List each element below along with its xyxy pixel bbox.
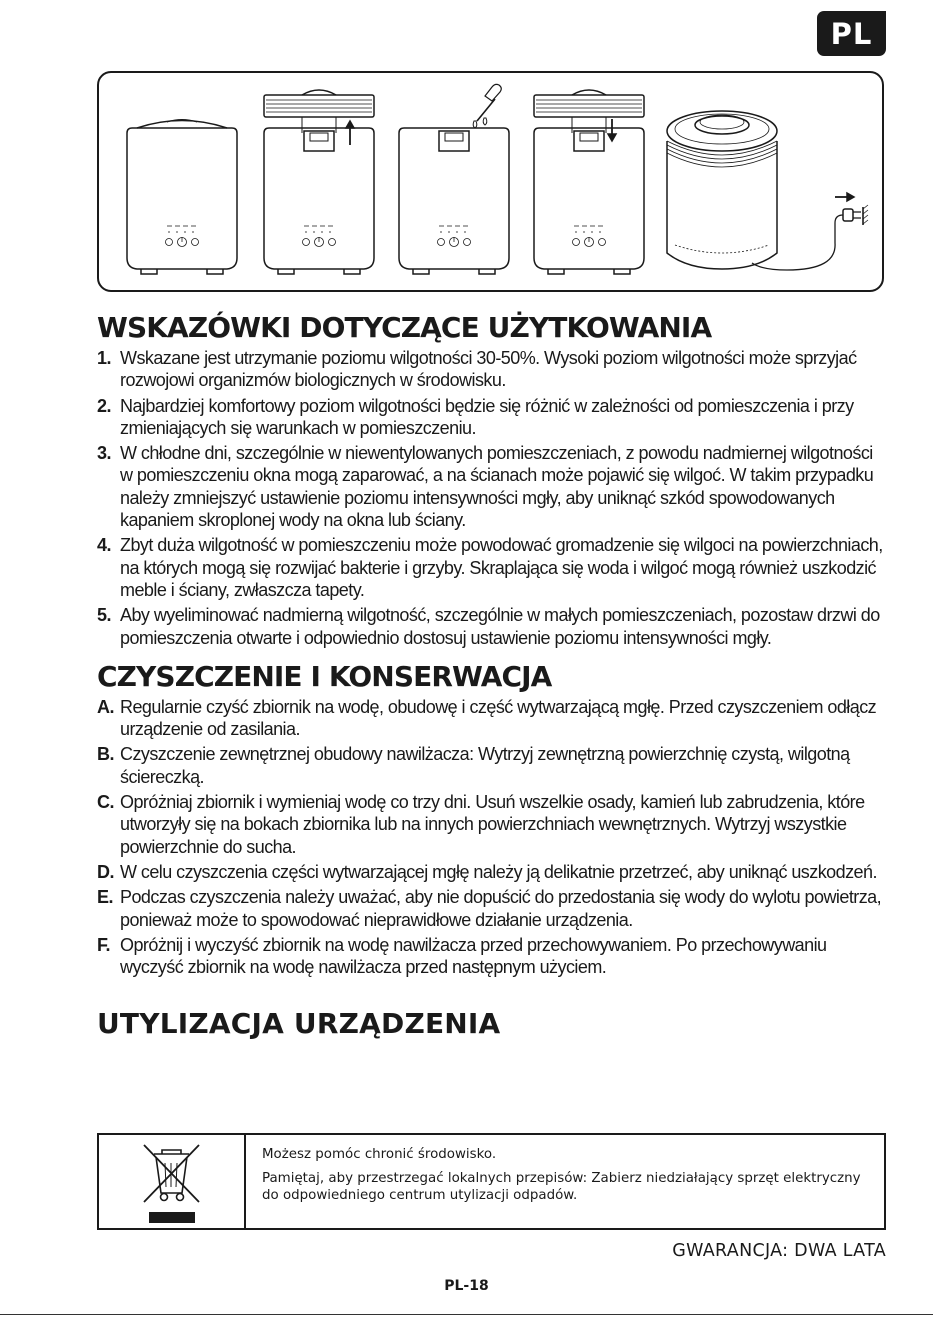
language-tab: PL: [817, 11, 886, 56]
list-item: C. Opróżniaj zbiornik i wymieniaj wodę co trzy dni. Usuń wszelkie osady, kamień lub zabrudzenia, które utworzyły się na bokach zbiornika lub na innych powierzchniach wewnętrznych. Wytrzyj wszystkie powierzchnie do sucha.: [97, 792, 865, 857]
plug-icon: [835, 193, 868, 225]
humidifier-illustration: [97, 71, 884, 292]
warranty-text: GWARANCJA: DWA LATA: [672, 1241, 886, 1261]
humidifier-closed-illustration: [127, 120, 237, 275]
cleaning-section: [97, 659, 887, 979]
list-item: E. Podczas czyszczenia należy uważać, aby nie dopuścić do przedostania się wody do wylotu powietrza, ponieważ może to spowodować nieprawidłowe działanie urządzenia.: [97, 887, 882, 930]
list-item: B. Czyszczenie zewnętrznej obudowy nawilżacza: Wytrzyj zewnętrzną powierzchnię czystą, wilgotną ściereczką.: [97, 744, 850, 787]
disposal-section: [97, 1006, 887, 1042]
footer-divider: [0, 1314, 933, 1315]
crossed-bin-icon: [99, 1135, 244, 1228]
dropper-icon: [473, 84, 501, 128]
usage-tips-section: [97, 310, 887, 649]
list-item: A. Regularnie czyść zbiornik na wodę, obudowę i część wytwarzającą mgłę. Przed czyszczeniem odłącz urządzenie od zasilania.: [97, 696, 877, 740]
humidifier-plugged-illustration: [667, 111, 868, 270]
down-arrow-icon: [608, 119, 616, 141]
disposal-table: [97, 1133, 886, 1230]
list-item: F. Opróżnij i wyczyść zbiornik na wodę nawilżacza przed przechowywaniem. Po przechowywaniu wyczyść zbiornik na wodę nawilżacza przed następnym użyciem.: [97, 934, 827, 978]
humidifier-lid-down-illustration: [534, 90, 644, 274]
list-item: 1. Wskazane jest utrzymanie poziomu wilgotności 30-50%. Wysoki poziom wilgotności może sprzyjać rozwojowi organizmów biologicznych w środowisku.: [97, 348, 857, 391]
disposal-text-cell: [246, 1135, 884, 1228]
page-number: PL-18: [444, 1278, 489, 1294]
list-item: 5. Aby wyeliminować nadmierną wilgotność, szczególnie w małych pomieszczeniach, pozostaw drzwi do pomieszczenia otwarte i odpowiednio dostosuj ustawienie poziomu intensywności mgły.: [97, 605, 880, 648]
list-item: D. W celu czyszczenia części wytwarzającej mgłę należy ją delikatnie przetrzeć, aby uniknąć uszkodzeń.: [97, 861, 877, 882]
list-item: 2. Najbardziej komfortowy poziom wilgotności będzie się różnić w zależności od pomieszczenia i przy zmieniających się warunkach w pomieszczeniu.: [97, 395, 854, 438]
disposal-line-1: Możesz pomóc chronić środowisko.: [262, 1147, 497, 1162]
disposal-line-2: Pamiętaj, aby przestrzegać lokalnych przepisów: Zabierz niedziałający sprzęt elektryczny do odpowiedniego centrum utylizacji odpadów.: [262, 1171, 861, 1203]
usage-tips-heading: WSKAZÓWKI DOTYCZĄCE UŻYTKOWANIA: [97, 311, 712, 344]
up-arrow-icon: [346, 121, 354, 145]
main-content: [97, 310, 887, 1042]
weee-icon-cell: [99, 1135, 246, 1228]
list-item: 3. W chłodne dni, szczególnie w niewentylowanych pomieszczeniach, z powodu nadmiernej wilgotności w pomieszczeniu okna mogą zaparować, a na ścianach może pojawić się wilgoć. W takim przypadku należy zmniejszyć ustawienie poziomu intensywności mgły, aby uniknąć szkód spowodowanych kapaniem skroplonej wody na okna lub ściany.: [97, 443, 874, 531]
cleaning-heading: CZYSZCZENIE I KONSERWACJA: [97, 659, 552, 693]
humidifier-open-illustration: [399, 84, 509, 274]
list-item: 4. Zbyt duża wilgotność w pomieszczeniu może powodować gromadzenie się wilgoci na powierzchniach, na których mogą się rozwijać bakterie i grzyby. Skraplająca się woda i wilgoć mogą również uszkodzić meble i ściany, zwłaszcza tapety.: [97, 535, 883, 600]
humidifier-lid-up-illustration: [264, 90, 374, 274]
disposal-heading: UTYLIZACJA URZĄDZENIA: [97, 1007, 501, 1041]
